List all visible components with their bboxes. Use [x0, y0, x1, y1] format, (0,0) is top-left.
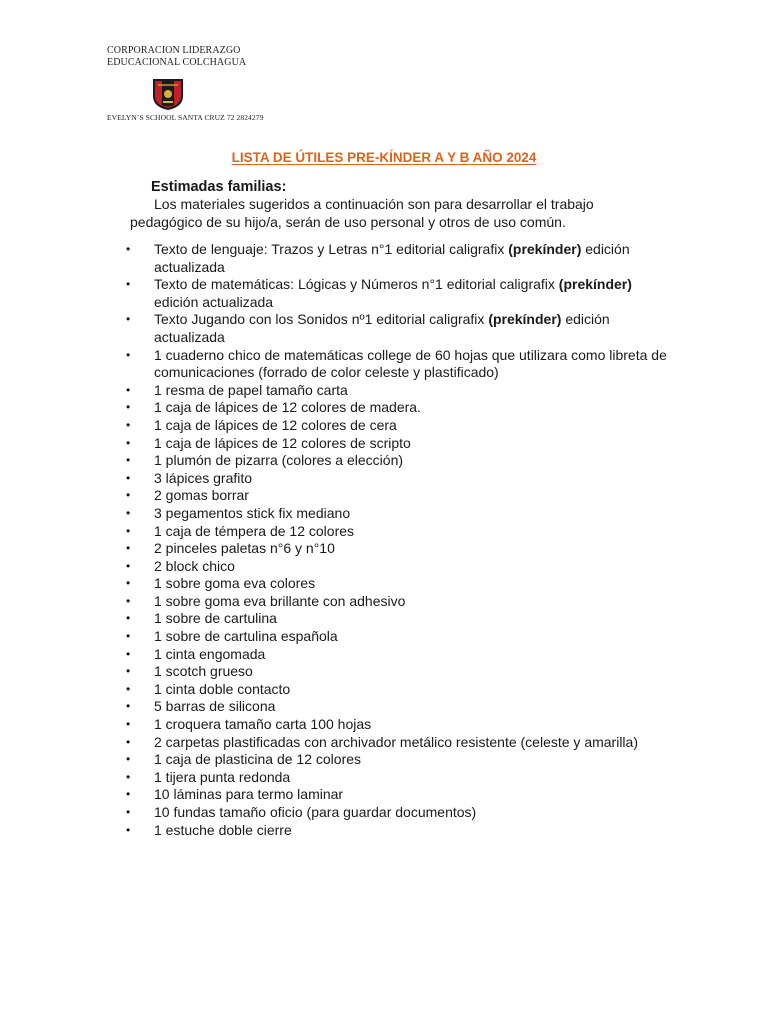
supply-item-text: 1 cinta doble contacto — [154, 680, 291, 697]
supply-item-text: 3 pegamentos stick fix mediano — [154, 504, 351, 521]
bullet-icon: • — [126, 629, 131, 644]
supply-item-line-1 — [154, 452, 681, 470]
supply-item-line-1 — [154, 698, 681, 716]
supply-item-line-1 — [154, 822, 681, 840]
supply-item-text: Texto de lenguaje: Trazos y Letras n°1 editorial caligrafix — [154, 241, 509, 257]
supply-item — [121, 452, 681, 470]
supply-item-level: (prekínder) — [508, 241, 582, 257]
supply-item — [121, 558, 681, 576]
supply-item-line-1 — [154, 417, 681, 435]
supply-item-text: 10 fundas tamaño oficio (para guardar documentos) — [154, 804, 477, 820]
supply-item-line-1 — [154, 663, 681, 681]
bullet-icon: • — [126, 505, 131, 520]
bullet-icon: • — [126, 382, 131, 397]
bullet-icon: • — [126, 523, 131, 538]
supply-item-line-1 — [154, 610, 681, 628]
supply-item-text: 2 gomas borrar — [154, 487, 249, 504]
bullet-icon: • — [126, 805, 131, 819]
supply-item-line-1 — [154, 347, 681, 365]
supply-item — [121, 470, 681, 488]
supply-item-text: 1 caja de lápices de 12 colores de madera. — [154, 399, 421, 416]
supply-item-line-2: edición actualizada — [154, 293, 274, 310]
supply-item-text-after: edición — [561, 311, 610, 328]
supply-item — [121, 523, 681, 541]
supply-item — [121, 734, 681, 752]
supply-item-line-1 — [154, 540, 681, 558]
bullet-icon: • — [126, 787, 131, 802]
organization-header — [107, 45, 246, 69]
supply-item-text: 2 pinceles paletas n°6 y n°10 — [154, 540, 335, 557]
intro-line-2: pedagógico de su hijo/a, serán de uso personal y otros de uso común. — [130, 213, 566, 230]
supply-item-line-1 — [154, 593, 681, 611]
supply-item — [121, 822, 681, 840]
bullet-icon: • — [126, 488, 131, 503]
supply-item — [121, 593, 681, 611]
supply-item-text: 3 lápices grafito — [154, 469, 253, 486]
bullet-icon: • — [126, 541, 131, 556]
bullet-icon: • — [126, 681, 131, 696]
supply-item — [121, 681, 681, 699]
supply-item-text: 10 láminas para termo laminar — [154, 786, 344, 803]
bullet-icon: • — [126, 734, 131, 749]
bullet-icon: • — [126, 435, 131, 450]
supply-item-line-1 — [154, 435, 681, 453]
supply-item-text: Texto Jugando con los Sonidos nº1 editorial caligrafix — [154, 311, 489, 328]
supply-item-text: Texto de matemáticas: Lógicas y Números n°1 editorial caligrafix — [154, 276, 559, 293]
supply-item-text: 1 caja de lápices de 12 colores de scripto — [154, 434, 411, 451]
bullet-icon: • — [126, 347, 131, 362]
supply-item — [121, 417, 681, 435]
document-title: LISTA DE ÚTILES PRE-KÍNDER A Y B AÑO 2024 — [231, 150, 537, 165]
bullet-icon: • — [126, 470, 131, 485]
organization-line-2: EDUCACIONAL COLCHAGUA — [107, 57, 247, 68]
supply-item-line-1 — [154, 646, 681, 664]
supply-item-line-1 — [154, 470, 681, 488]
supply-item-line-1 — [154, 751, 681, 769]
supply-item — [121, 663, 681, 681]
school-crest-logo — [150, 76, 186, 112]
supply-item-text-after: edición — [581, 241, 630, 257]
supply-item-text: 5 barras de silicona — [154, 698, 276, 715]
bullet-icon: • — [126, 558, 131, 573]
supply-item-text: 1 croquera tamaño carta 100 hojas — [154, 716, 372, 733]
supply-item-text: 1 plumón de pizarra (colores a elección) — [154, 452, 404, 469]
supply-item-line-1 — [154, 786, 681, 804]
supplies-list — [121, 241, 681, 839]
supply-item-level: (prekínder) — [488, 311, 562, 328]
supply-item-text: 1 tijera punta redonda — [154, 768, 291, 785]
supply-item-line-1 — [154, 382, 681, 400]
bullet-icon: • — [126, 453, 131, 468]
supply-item-text: 1 estuche doble cierre — [154, 821, 292, 838]
supply-item-text: 1 sobre de cartulina española — [154, 628, 338, 645]
supply-item-line-2: actualizada — [154, 328, 225, 345]
supply-item-line-1 — [154, 804, 681, 822]
bullet-icon: • — [126, 593, 131, 608]
supply-item-line-1 — [154, 628, 681, 646]
greeting: Estimadas familias: — [151, 179, 287, 195]
supply-item-line-2: actualizada — [154, 258, 225, 275]
supply-item-line-1 — [154, 311, 681, 329]
supply-item-line-1 — [154, 505, 681, 523]
supply-item-text: 1 sobre de cartulina — [154, 610, 277, 627]
bullet-icon: • — [126, 717, 131, 732]
supply-item-line-1 — [154, 558, 681, 576]
supply-item-line-1 — [154, 734, 681, 752]
supply-item-level: (prekínder) — [558, 276, 632, 293]
supply-item — [121, 610, 681, 628]
supply-item-line-1 — [154, 716, 681, 734]
supply-item — [121, 804, 681, 822]
bullet-icon: • — [126, 277, 131, 292]
supply-item — [121, 698, 681, 716]
supply-item-text: 1 cinta engomada — [154, 645, 266, 662]
supply-item-line-1 — [154, 575, 681, 593]
supply-item-text: 1 resma de papel tamaño carta — [154, 381, 348, 398]
bullet-icon: • — [126, 646, 131, 661]
supply-item-text: 1 caja de lápices de 12 colores de cera — [154, 416, 397, 433]
bullet-icon: • — [126, 699, 131, 714]
supply-item — [121, 540, 681, 558]
supply-item — [121, 751, 681, 769]
bullet-icon: • — [126, 664, 131, 679]
bullet-icon: • — [126, 417, 131, 432]
supply-item-text: 1 cuaderno chico de matemáticas college de 60 hojas que utilizara como libreta de — [154, 346, 667, 363]
supply-item — [121, 276, 681, 311]
supply-item — [121, 575, 681, 593]
intro-paragraph — [130, 196, 690, 231]
bullet-icon: • — [126, 611, 131, 626]
supply-item — [121, 399, 681, 417]
supply-item — [121, 487, 681, 505]
supply-item-line-1 — [154, 681, 681, 699]
supply-item-line-1 — [154, 276, 681, 294]
supply-item-line-1 — [154, 399, 681, 417]
organization-line-1: CORPORACION LIDERAZGO — [107, 45, 241, 56]
supply-item-line-1 — [154, 241, 681, 259]
supply-item — [121, 786, 681, 804]
supply-item — [121, 435, 681, 453]
school-contact-line: EVELYN´S SCHOOL SANTA CRUZ 72 2824279 — [107, 113, 264, 122]
supply-item — [121, 646, 681, 664]
supply-item-line-1 — [154, 769, 681, 787]
supply-item-text: 1 sobre goma eva brillante con adhesivo — [154, 592, 406, 609]
supply-item-text: 1 caja de témpera de 12 colores — [154, 522, 355, 539]
supply-item — [121, 311, 681, 346]
supply-item — [121, 716, 681, 734]
supply-item-line-1 — [154, 523, 681, 541]
supply-item-text: 1 caja de plasticina de 12 colores — [154, 751, 362, 768]
supply-item — [121, 628, 681, 646]
supply-item — [121, 505, 681, 523]
supply-item — [121, 241, 681, 276]
supply-item — [121, 382, 681, 400]
supply-item — [121, 769, 681, 787]
supply-item-line-2: comunicaciones (forrado de color celeste y plastificado) — [154, 364, 499, 381]
bullet-icon: • — [126, 576, 131, 591]
bullet-icon: • — [126, 769, 131, 784]
supply-item — [121, 347, 681, 382]
bullet-icon: • — [126, 312, 131, 327]
bullet-icon: • — [126, 752, 131, 767]
bullet-icon: • — [126, 822, 131, 837]
bullet-icon: • — [126, 242, 131, 256]
supply-item-text: 1 scotch grueso — [154, 663, 253, 680]
supply-item-text: 1 sobre goma eva colores — [154, 575, 316, 592]
supply-item-text: 2 block chico — [154, 557, 235, 574]
bullet-icon: • — [126, 400, 131, 415]
intro-line-1: Los materiales sugeridos a continuación son para desarrollar el trabajo — [154, 196, 594, 212]
supply-item-line-1 — [154, 487, 681, 505]
supply-item-text: 2 carpetas plastificadas con archivador metálico resistente (celeste y amarilla) — [154, 733, 638, 750]
